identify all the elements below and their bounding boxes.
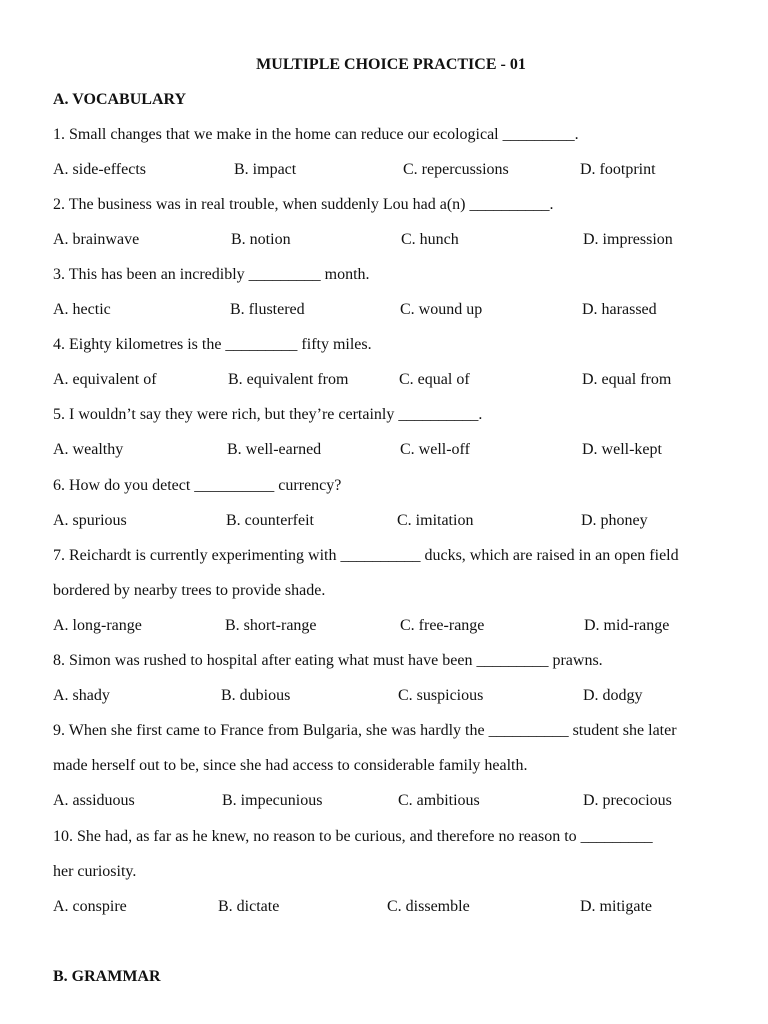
option-d: D. mid-range (584, 617, 670, 634)
section-heading-vocabulary: A. VOCABULARY (53, 91, 187, 108)
option-d: D. equal from (582, 371, 672, 388)
question-text-line-1: 9. When she first came to France from Bulgaria, she was hardly the __________ student she later (53, 722, 677, 739)
question-text: 5. I wouldn’t say they were rich, but they’re certainly __________. (53, 406, 483, 423)
question-text-line-2: her curiosity. (53, 863, 137, 880)
option-b: B. dictate (218, 898, 280, 915)
option-a: A. shady (53, 687, 110, 704)
option-b: B. impact (234, 161, 297, 178)
option-b: B. flustered (230, 301, 305, 318)
option-b: B. well-earned (227, 441, 322, 458)
option-c: C. free-range (400, 617, 485, 634)
option-a: A. spurious (53, 512, 127, 529)
option-d: D. impression (583, 231, 673, 248)
option-c: C. well-off (400, 441, 470, 458)
option-d: D. phoney (581, 512, 648, 529)
option-a: A. side-effects (53, 161, 146, 178)
question-text: 8. Simon was rushed to hospital after eating what must have been _________ prawns. (53, 652, 603, 669)
question-text: 4. Eighty kilometres is the _________ fifty miles. (53, 336, 372, 353)
section-heading-grammar: B. GRAMMAR (53, 968, 161, 985)
option-b: B. notion (231, 231, 291, 248)
option-a: A. equivalent of (53, 371, 157, 388)
option-c: C. repercussions (403, 161, 509, 178)
option-a: A. hectic (53, 301, 111, 318)
page-title: MULTIPLE CHOICE PRACTICE - 01 (256, 56, 526, 73)
option-c: C. hunch (401, 231, 459, 248)
option-a: A. wealthy (53, 441, 124, 458)
option-a: A. assiduous (53, 792, 135, 809)
question-text-line-1: 7. Reichardt is currently experimenting with __________ ducks, which are raised in an open field (53, 547, 679, 564)
option-b: B. counterfeit (226, 512, 314, 529)
option-a: A. long-range (53, 617, 142, 634)
question-text: 3. This has been an incredibly _________ month. (53, 266, 370, 283)
option-c: C. wound up (400, 301, 483, 318)
question-text: 6. How do you detect __________ currency? (53, 477, 342, 494)
option-b: B. impecunious (222, 792, 323, 809)
option-d: D. dodgy (583, 687, 643, 704)
question-text: 1. Small changes that we make in the home can reduce our ecological _________. (53, 126, 579, 143)
question-text-line-2: bordered by nearby trees to provide shade. (53, 582, 326, 599)
option-a: A. brainwave (53, 231, 140, 248)
option-d: D. precocious (583, 792, 672, 809)
option-c: C. dissemble (387, 898, 470, 915)
question-text-line-2: made herself out to be, since she had access to considerable family health. (53, 757, 528, 774)
question-text-line-1: 10. She had, as far as he knew, no reason to be curious, and therefore no reason to _________ (53, 828, 653, 845)
option-b: B. short-range (225, 617, 317, 634)
option-c: C. imitation (397, 512, 474, 529)
question-text: 2. The business was in real trouble, when suddenly Lou had a(n) __________. (53, 196, 554, 213)
option-b: B. equivalent from (228, 371, 349, 388)
option-d: D. footprint (580, 161, 656, 178)
option-d: D. mitigate (580, 898, 652, 915)
option-c: C. ambitious (398, 792, 480, 809)
option-a: A. conspire (53, 898, 127, 915)
option-c: C. suspicious (398, 687, 484, 704)
option-c: C. equal of (399, 371, 470, 388)
option-d: D. well-kept (582, 441, 662, 458)
option-d: D. harassed (582, 301, 657, 318)
option-b: B. dubious (221, 687, 291, 704)
